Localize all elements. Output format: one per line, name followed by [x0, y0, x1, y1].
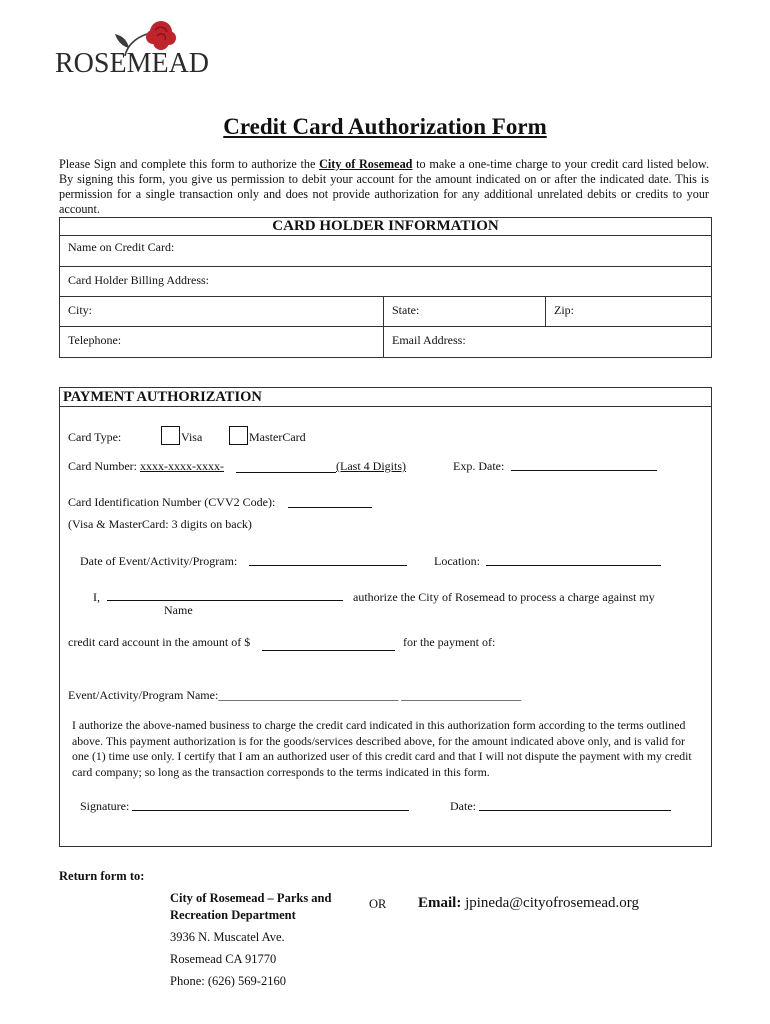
exp-date-label: Exp. Date: — [453, 459, 505, 473]
card-type-label: Card Type: — [68, 430, 122, 444]
payment-authorization-section — [59, 387, 712, 847]
return-label: Return form to: — [59, 869, 145, 883]
intro-paragraph — [59, 157, 709, 217]
form-title: Credit Card Authorization Form — [223, 114, 547, 139]
location-line[interactable] — [486, 565, 661, 566]
event-date-label: Date of Event/Activity/Program: — [80, 554, 238, 568]
authorize-text: authorize the City of Rosemead to process a charge against my — [353, 590, 655, 604]
signature-line[interactable] — [132, 810, 409, 811]
logo-wordmark: ROSEMEAD — [55, 48, 210, 79]
email-address-field[interactable]: Email Address: — [392, 333, 466, 347]
name-row — [60, 235, 711, 267]
card-number-label — [68, 459, 224, 474]
billing-address-field[interactable]: Card Holder Billing Address: — [68, 273, 209, 287]
event-date-line[interactable] — [249, 565, 407, 566]
name-on-card-field[interactable]: Name on Credit Card: — [68, 240, 175, 254]
name-line[interactable] — [107, 600, 343, 601]
return-street: 3936 N. Muscatel Ave. — [170, 930, 285, 944]
card-number-text: Card Number: — [68, 459, 140, 473]
return-email-label: Email: — [418, 895, 462, 911]
visa-label: Visa — [181, 430, 203, 444]
zip-field[interactable]: Zip: — [554, 303, 574, 317]
telephone-row — [60, 326, 711, 358]
authorization-paragraph: I authorize the above-named business to charge the credit card indicated in this authorization form according to the terms outlined above. This payment authorization is for the goods/services described above, for the amount indicated above only, and is valid for one (1) time use only. I certify that I am an authorized user of this credit card and that I will not dispute the payment with my credit card company; so long as the transaction corresponds to the terms indicated in this form. — [72, 718, 692, 779]
i-label: I, — [93, 590, 100, 604]
last4-label: (Last 4 Digits) — [336, 459, 406, 473]
return-or: OR — [369, 897, 387, 911]
cvv-line[interactable] — [288, 507, 372, 508]
cvv-note: (Visa & MasterCard: 3 digits on back) — [68, 517, 252, 531]
intro-before: Please Sign and complete this form to authorize the — [59, 157, 320, 171]
amount-label: credit card account in the amount of $ — [68, 635, 251, 649]
return-dept-line2: Recreation Department — [170, 908, 296, 922]
return-phone: Phone: (626) 569-2160 — [170, 974, 286, 988]
date-line[interactable] — [479, 810, 671, 811]
amount-line[interactable] — [262, 650, 395, 651]
payment-header: PAYMENT AUTHORIZATION — [60, 388, 711, 407]
return-city: Rosemead CA 91770 — [170, 952, 277, 966]
exp-date-line[interactable] — [511, 470, 657, 471]
telephone-field[interactable]: Telephone: — [68, 333, 122, 347]
return-dept-line1: City of Rosemead – Parks and — [170, 891, 332, 905]
card-holder-section — [59, 217, 712, 358]
rosemead-logo — [55, 18, 210, 80]
return-email-address[interactable]: jpineda@cityofrosemead.org — [465, 895, 639, 911]
mastercard-label: MasterCard — [249, 430, 306, 444]
state-field[interactable]: State: — [392, 303, 420, 317]
intro-city: City of Rosemead — [319, 157, 413, 171]
location-label: Location: — [434, 554, 480, 568]
city-field[interactable]: City: — [68, 303, 93, 317]
event-name-field[interactable]: Event/Activity/Program Name:______________________________ ____________________ — [68, 688, 522, 702]
card-number-line[interactable] — [236, 472, 336, 473]
visa-checkbox[interactable] — [161, 426, 180, 445]
date-label: Date: — [450, 799, 476, 813]
mastercard-checkbox[interactable] — [229, 426, 248, 445]
address-row — [60, 266, 711, 297]
name-caption: Name — [164, 603, 193, 617]
city-row — [60, 296, 711, 327]
cvv-label: Card Identification Number (CVV2 Code): — [68, 495, 276, 509]
card-holder-header: CARD HOLDER INFORMATION — [272, 218, 499, 234]
return-email — [418, 895, 639, 912]
payment-of-label: for the payment of: — [403, 635, 496, 649]
signature-label: Signature: — [80, 799, 130, 813]
card-number-mask: xxxx-xxxx-xxxx- — [139, 459, 224, 473]
intro-after: to make a one-time charge to your credit card listed below. By signing this form, you give us permission to debit your account for the amount indicated on or after the indicated date. This is permission for a single transaction only and does not provide authorization for any additional unrelated debits or credits to your account. — [59, 157, 709, 216]
